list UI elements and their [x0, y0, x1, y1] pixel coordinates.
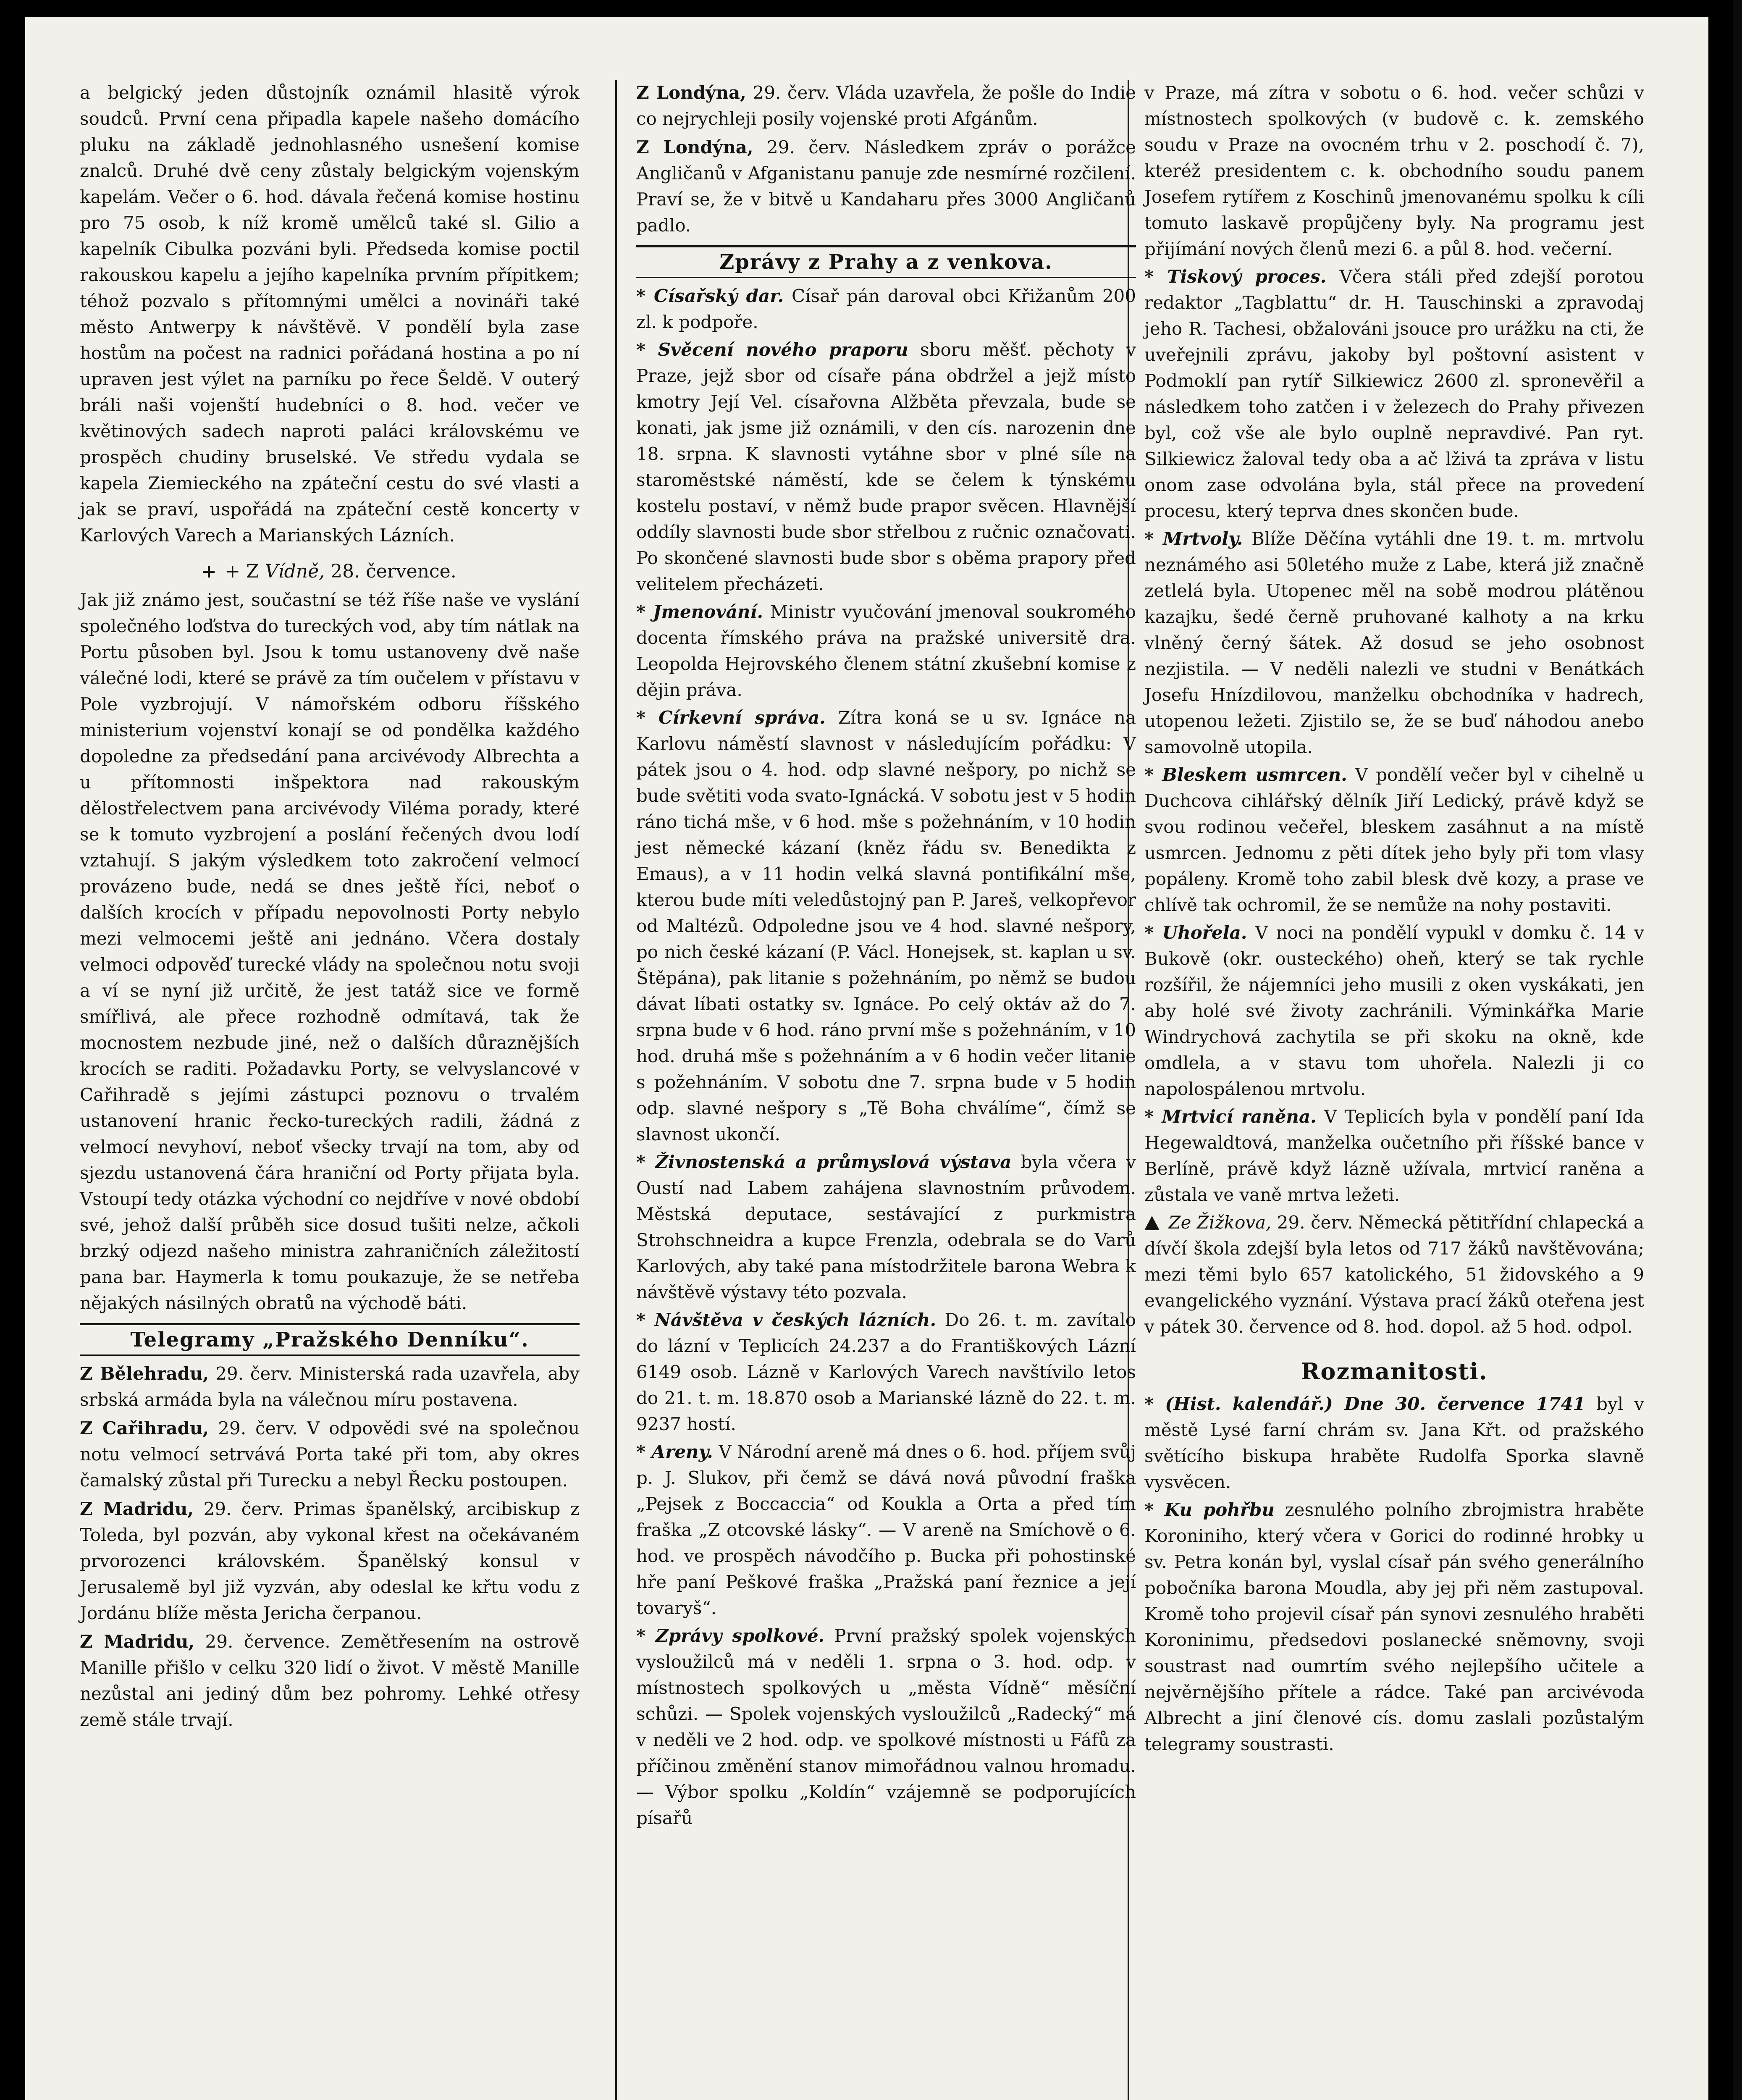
news-item-text: sboru měšť. pěchoty v Praze, jejž sbor od císaře pána obdržel a jejž místo kmotry Její Vel. císařovna Alžběta převzala, bude se konati, jak jsme již oznámili, v den cís. narozenin dne 18. srpna. K slavnosti vytáhne sbor v plné síle na staroměstské náměstí, kde se čelem k týnskému kostelu postaví, v němž bude prapor svěcen. Hlavnější oddíly slavnosti bude sbor střelbou z ručnic označovati. Po skončené slavnosti bude sbor s oběma prapory před velitelem přecházeti.	[636, 339, 1136, 594]
dateline-city: Vídně,	[265, 561, 325, 582]
news-item-heading: * Návštěva v českých lázních.	[636, 1310, 937, 1330]
zizkov-text: 29. červ. Německá pětitřídní chlapecká a dívčí škola zdejší byla letos od 717 žáků navštěvována; mezi těmi bylo 657 katolického, 51 židovského a 9 evangelického vyznání. Výstava prací žáků oteřena jest v pátek 30. července od 8. hod. dopol. až 5 hod. odpol.	[1144, 1212, 1644, 1337]
telegram-item	[636, 80, 1136, 132]
telegram-text: 29. července. Zemětřesením na ostrově Manille přišlo v celku 320 lidí o život. V městě Manille nezůstal ani jediný dům bez pohromy. Lehké otřesy země stále trvají.	[80, 1631, 580, 1730]
column-1	[80, 80, 580, 1735]
news-item-text: V Teplicích byla v pondělí paní Ida Hegewaldtová, manželka oučetního při říšské bance v Berlíně, právě když lázně užívala, mrtvicí raněna a zůstala ve vaně mrtva ležeti.	[1144, 1106, 1644, 1205]
news-item-heading: * Svěcení nového praporu	[636, 339, 908, 360]
miscellany-heading: Rozmanitosti.	[1301, 1358, 1488, 1385]
telegram-place: Z Bělehradu,	[80, 1363, 209, 1384]
column-rule-left	[615, 80, 617, 2100]
triangle-icon	[1144, 1216, 1160, 1230]
misc-item-text: byl v městě Lysé farní chrám sv. Jana Křt. od pražského světícího biskupa hraběte Rudolfa Sporka slavně vysvěcen.	[1144, 1394, 1644, 1492]
news-item	[636, 599, 1136, 703]
news-item-text: byla včera v Oustí nad Labem zahájena slavnostním průvodem. Městská deputace, sestávající z purkmistra Strohschneidra a kupce Frenzla, odebrala se do Varů Karlových, aby také pana místodržitele barona Webra k návštěvě výstavy této pozvala.	[636, 1152, 1136, 1302]
vienna-article: Jak již známo jest, součastní se též říše naše ve vyslání společného loďstva do tureckých vod, aby tím nátlak na Portu působen byl. Jsou k tomu ustanoveny dvě naše válečné lodi, které se právě za tím oučelem v přístavu v Pole vyzbrojují. V námořském odboru říšského ministerium vojenství konají se od pondělka každého dopoledne za předsedání pana arcivévody Albrechta a u přítomnosti inšpektora nad rakouským dělostřelectvem pana arcivévody Viléma porady, které se k tomuto vyzbrojení a poslání řečených dvou lodí vztahují. S jakým výsledkem toto zakročení velmocí provázeno bude, nedá se dnes ještě říci, neboť o dalších krocích v případu nepovolnosti Porty nebylo mezi velmocemi ještě ani jednáno. Včera dostaly velmoci odpověď turecké vlády na společnou notu svoji a ví se nyní již určitě, že jest tatáž sice ve formě smířlivá, ale přece rozhodně odmítavá, tak že mocnostem nezbude jiné, než o dalších důraznějších krocích se raditi. Požadavku Porty, se velvyslancové v Cařihradě s jejími zástupci poznovu o trvalém ustanovení hranic řecko-tureckých radili, žádná z velmocí nevyhoví, neboť všecky trvají na tom, aby od sjezdu ustanovená čára hraniční od Porty přijata byla. Vstoupí tedy otázka východní co nejdříve v nové období své, jehož další průběh sice dosud tušiti nelze, ačkoli brzký odjezd našeho ministra zahraničních záležitostí pana bar. Haymerla k tomu poukazuje, že se netřeba nějakých násilných obratů na východě báti.	[80, 590, 580, 1313]
telegram-place: Z Madridu,	[80, 1499, 194, 1519]
news-item	[636, 1623, 1136, 1831]
telegram-text: 29. červ. Vláda uzavřela, že pošle do Indie co nejrychleji posily vojenské proti Afgánům.	[636, 82, 1136, 129]
telegram-place: Z Londýna,	[636, 82, 746, 103]
newspaper-page	[25, 17, 1708, 2100]
news-item-heading: * Mrtvicí raněna.	[1144, 1106, 1317, 1127]
news-item	[636, 283, 1136, 335]
column-2	[636, 80, 1136, 1833]
news-item-heading: * Živnostenská a průmyslová výstava	[636, 1152, 1012, 1172]
news-item-text: V noci na pondělí vypukl v domku č. 14 v Bukově (okr. ousteckého) oheň, který se tak rychle rozšířil, že nájemníci jeho musili z oken vyskákati, jen aby holé své životy zachránili. Výminkářka Marie Windrychová zachytila se při skoku na okně, kde omdlela, a v stavu tom uhořela. Nalezli ji co napolospálenou mrtvolu.	[1144, 922, 1644, 1099]
news-item-heading: * Jmenování.	[636, 601, 763, 622]
telegram-item	[80, 1496, 580, 1626]
misc-item	[1144, 1497, 1644, 1757]
news-item-heading: * Církevní správa.	[636, 707, 826, 728]
news-item-heading: * Bleskem usmrcen.	[1144, 764, 1347, 785]
misc-item-heading: * Ku pohřbu	[1144, 1499, 1275, 1520]
telegram-place: Z Madridu,	[80, 1631, 195, 1652]
news-item	[636, 1149, 1136, 1305]
vienna-dateline	[80, 559, 580, 585]
news-item	[1144, 762, 1644, 918]
telegram-item	[80, 1415, 580, 1494]
news-item-heading: * Mrtvoly.	[1144, 528, 1243, 549]
belgian-article-continuation: a belgický jeden důstojník oznámil hlasitě výrok soudců. První cena připadla kapele našeho domácího pluku na základě jednohlasného usnešení komise znalců. Druhé dvě ceny zůstaly belgickým vojenským kapelám. Večer o 6. hod. dávala řečená komise hostinu pro 75 osob, k níž kromě umělců také sl. Gilio a kapelník Cibulka pozváni byli. Předseda komise poctil rakouskou kapelu a jejího kapelníka prvním přípitkem; téhož pozvalo s přítomnými umělci a novináři také město Antwerpy k návštěvě. V pondělí byla zase hostům na počest na radnici pořádaná hostina a po ní upraven jest výlet na parníku po řece Šeldě. V outerý bráli naši vojenští hudebníci o 8. hod. večer ve květinových sadech naproti paláci královskému ve prospěch chudiny bruselské. Ve středu vydala se kapela Ziemieckého na zpáteční cestu do své vlasti a jak se praví, uspořádá na zpáteční cestě koncerty v Karlových Varech a Marianských Lázních.	[80, 82, 580, 546]
news-section-heading: Zprávy z Prahy a z venkova.	[636, 245, 1136, 278]
scan-border	[1733, 0, 1742, 2100]
telegram-text: 29. červ. V odpovědi své na společnou notu velmocí setrvává Porta také při tom, aby okres čamalský zůstal při Turecku a nebyl Řecku postoupen.	[80, 1418, 580, 1491]
news-item	[1144, 526, 1644, 760]
misc-item-heading: * (Hist. kalendář.) Dne 30. července 1741	[1144, 1394, 1586, 1414]
news-item	[1144, 264, 1644, 524]
telegram-text: 29. červ. Ministerská rada uzavřela, aby srbská armáda byla na válečnou míru postavena.	[80, 1363, 580, 1410]
telegram-text: 29. červ. Následkem zpráv o porážce Angličanů v Afganistanu panuje zde nesmírné rozčilení. Praví se, že v bitvě u Kandaharu přes 3000 Angličanů padlo.	[636, 137, 1136, 236]
column-3	[1144, 80, 1644, 1759]
news-item-heading: * Uhořela.	[1144, 922, 1247, 943]
news-item-text: V pondělí večer byl v cihelně u Duchcova cihlářský dělník Jiří Ledický, právě když se svou rodinou večeřel, bleskem zasáhnut a na místě usmrcen. Jednomu z pěti dítek jeho byly při tom vlasy popáleny. Kromě toho zabil blesk dvě kozy, a prase ve chlívě tak ochromil, že se nemůže na nohy postaviti.	[1144, 764, 1644, 915]
zizkov-place: Ze Žižkova,	[1168, 1212, 1272, 1233]
news-item-text: Ministr vyučování jmenoval soukromého docenta římského práva na pražské universitě dra. Leopolda Hejrovského členem státní zkušební komise z dějin práva.	[636, 601, 1136, 700]
news-item-heading: * Areny.	[636, 1441, 713, 1462]
telegram-item	[636, 134, 1136, 239]
news-item	[636, 1439, 1136, 1621]
news-item	[636, 705, 1136, 1147]
news-item-text: Blíže Děčína vytáhli dne 19. t. m. mrtvolu neznámého asi 50letého muže z Labe, která již značně zetlelá byla. Utopenec měl na sobě modrou plátěnou kazajku, šedé černě pruhované kalhoty a na krku vlněný černý šátek. Až dosud se jeho osobnost nezjistila. — V neděli nalezli ve studni v Benátkách Josefu Hnízdilovou, manželku obchodníka v hadrech, utopenou ležeti. Zjistilo se, že se buď náhodou anebo samovolně utopila.	[1144, 528, 1645, 757]
news-item	[636, 337, 1136, 597]
misc-item-text: zesnulého polního zbrojmistra hraběte Koroniniho, který včera v Gorici do rodinné hrobky u sv. Petra konán byl, vyslal císař pán svého generálního pobočníka barona Moudla, aby jej při něm zastupoval. Kromě toho projevil císař pán synovi zesnulého hraběti Koroninimu, předsedovi poslanecké sněmovny, svoji soustrast nad oumrtím svého nejlepšího učitele a nejvěrnějšího přítele a rádce. Také pan arcivévoda Albrecht a jiní členové cís. domu zaslali pozůstalým telegramy soustrasti.	[1144, 1499, 1644, 1754]
misc-item	[1144, 1391, 1644, 1495]
cross-icon	[203, 566, 215, 578]
news-item-text: Císař pán daroval obci Křižanům 200 zl. k podpoře.	[636, 286, 1136, 332]
dateline-prefix: + Z	[225, 561, 259, 582]
telegram-item	[80, 1361, 580, 1413]
news-item	[1144, 1104, 1644, 1208]
news-item-heading: * Tiskový proces.	[1144, 266, 1327, 287]
news-item-heading: * Císařský dar.	[636, 286, 784, 306]
news-item-text: První pražský spolek vojenských vysloužilců má v neděli 1. srpna o 3. hod. odp. v místnostech spolkových u „města Vídně“ měsíční schůzi. — Spolek vojenských vysloužilců „Radecký“ má v neděli ve 2 hod. odp. ve spolkové místnosti u Fáfů za příčinou změnění stanov mimořádnou valnou hromadu. — Výbor spolku „Koldín“ vzájemně se podporujících písařů	[636, 1625, 1136, 1828]
news-item	[636, 1307, 1136, 1437]
news-item-text: Včera stáli před zdejší porotou redaktor „Tagblattu“ dr. H. Tauschinski a zpravodaj jeho R. Tachesi, obžalováni jsouce pro urážku na cti, že uveřejnili zprávu, jakoby byl poštovní asistent v Podmoklí pan rytíř Silkiewicz 2600 zl. spronevěřil a následkem toho zatčen i v železech do Prahy přivezen byl, což vše ale bylo ouplně nepravdivé. Pan ryt. Silkiewicz žaloval tedy oba a ač lživá ta zpráva v listu onom zase odvolána byla, stál přece na provedení procesu, který teprva dnes skončen bude.	[1144, 266, 1645, 521]
news-item-text: V Národní areně má dnes o 6. hod. příjem svůj p. J. Slukov, při čemž se dává nová původní fraška „Pejsek z Boccaccia“ od Koukla a Orta a před tím fraška „Z otcovské lásky“. — V areně na Smíchově o 6. hod. ve prospěch návodčího p. Bucka při pohostinské hře paní Peškové fraška „Pražská paní řeznice a její tovaryš“.	[636, 1441, 1136, 1618]
telegram-item	[80, 1629, 580, 1733]
news-item-heading: * Zprávy spolkové.	[636, 1625, 825, 1646]
news-item-text: Do 26. t. m. zavítalo do lázní v Teplicích 24.237 a do Františkových Lázní 6149 osob. Lázně v Karlových Varech navštívilo letos do 21. t. m. 18.870 osob a Marianské lázně do 22. t. m. 9237 hostí.	[636, 1310, 1136, 1434]
news-item	[1144, 920, 1644, 1102]
telegrams-heading: Telegramy „Pražského Denníku“.	[80, 1323, 580, 1356]
telegram-text: 29. červ. Primas španělský, arcibiskup z Toleda, byl pozván, aby vykonal křest na očekávaném prvorozenci královském. Španělský konsul v Jerusalemě byl již vyzván, aby odeslal ke křtu vodu z Jordánu blíže města Jericha čerpanou.	[80, 1499, 580, 1623]
telegram-place: Z Cařihradu,	[80, 1418, 209, 1438]
zizkov-report	[1144, 1210, 1644, 1340]
dateline-date: 28. července.	[331, 561, 456, 582]
telegram-place: Z Londýna,	[636, 137, 753, 158]
news-item-text: Zítra koná se u sv. Ignáce na Karlovu náměstí slavnost v následujícím pořádku: V pátek jsou o 4. hod. odp slavné nešpory, po nichž se bude světiti voda svato-Ignácká. V sobotu jest v 5 hodin ráno tichá mše, v 6 hod. mše s požehnáním, v 10 hodin jest německé kázaní (kněz řádu sv. Benedikta z Emaus), a v 11 hodin velká slavná pontifikální mše, kterou bude míti veledůstojný pan P. Jareš, velkopřevor od Maltézů. Odpoledne jsou ve 4 hod. slavné nešpory, po nich české kázaní (P. Václ. Honejsek, st. kaplan u sv. Štěpána), pak litanie s požehnáním, po němž se budou dávat líbati ostatky sv. Ignáce. Po celý oktáv až do 7. srpna bude v 6 hod. ráno první mše s požehnáním, v 10 hod. druhá mše s požehnáním a v 6 hodin večer litanie s požehnáním. V sobotu dne 7. srpna bude v 5 hodin odp. slavné nešpory s „Tě Boha chválíme“, čímž se slavnost ukončí.	[636, 707, 1136, 1144]
club-notice-continuation: v Praze, má zítra v sobotu o 6. hod. večer schůzi v místnostech spolkových (v budově c. k. zemského soudu v Praze na ovocném trhu v 2. poschodí č. 7), kteréž presidentem c. k. obchodního soudu panem Josefem rytířem z Koschinů jmenovanému spolku k cíli tomuto laskavě propůjčeny byly. Na programu jest přijímání nových členů mezi 6. a půl 8. hod. večerní.	[1144, 82, 1644, 259]
